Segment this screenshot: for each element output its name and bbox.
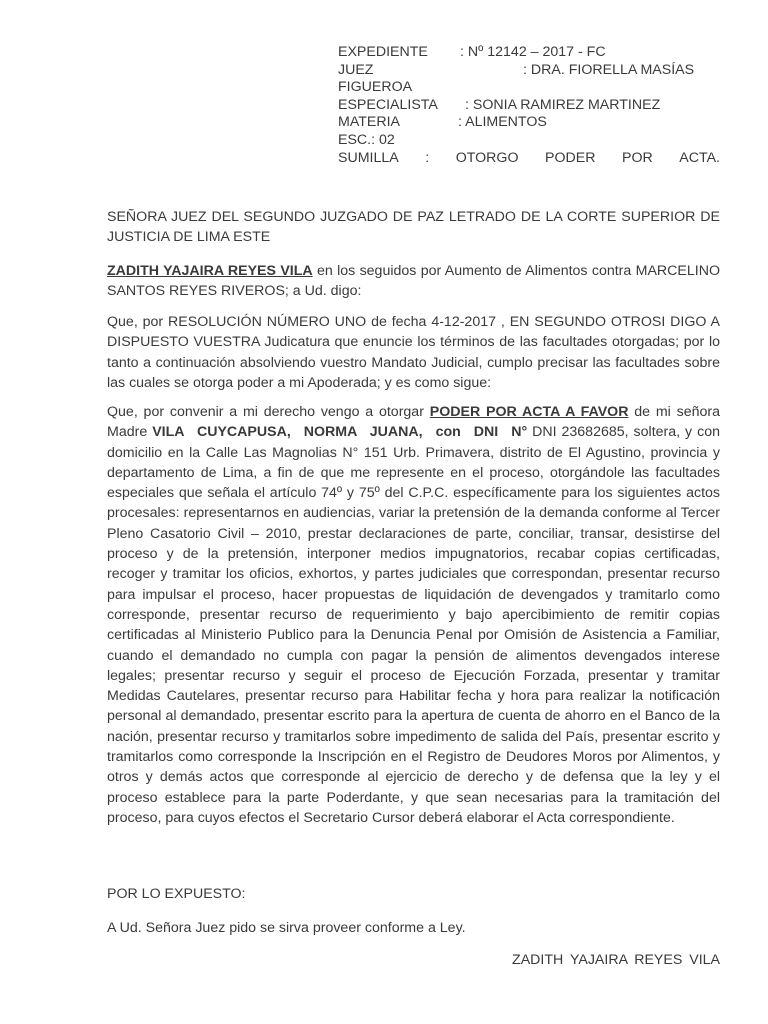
- poder-text-2: de mi señora Madre: [107, 404, 720, 441]
- especialista-label: ESPECIALISTA: [338, 96, 438, 113]
- poder-text-3: DNI 23682685, soltera, y con domicilio en la Calle Las Magnolias N° 151 Urb. Primavera, distrito de El Agustino, provincia y departamento de Lima, a fin de que me represente en el proceso, otorgándole las facultades especiales que señala el artículo 74º y 75º del C.P.C. específicamente para los siguientes actos procesales: representarnos en audiencias, variar la pretensión de la demanda conforme al Tercer Pleno Casatorio Civil – 2010, prestar declaraciones de parte, conciliar, transar, desistirse del proceso y de la pretensión, interponer medios impugnatorios, recabar copias certificadas, recoger y tramitar los oficios, exhortos, y partes judiciales que correspondan, presentar recurso para impulsar el proceso, hacer propuestas de liquidación de devengados y tramitarlo como corresponde, presentar recurso de requerimiento y bajo apercibimiento de remitir copias certificadas al Ministerio Publico para la Denuncia Penal por Omisión de Asistencia a Familiar, cuando el demandado no cumpla con pagar la pensión de alimentos devengados interese legales; presentar recurso y seguir el proceso de Ejecución Forzada, presentar y tramitar Medidas Cautelares, presentar recurso para Habilitar fecha y hora para realizar la notificación personal al demandado, presentar escrito para la apertura de cuenta de ahorro en el Banco de la nación, presentar recurso y tramitarlos sobre impedimento de salida del País, presentar escrito y tramitarlos como corresponde la Inscripción en el Registro de Deudores Moros por Alimentos, y otros y demás actos que corresponde al ejercicio de derecho y de defensa que la ley y el proceso establece para la parte Poderdante, y que sean necesarias para la tramitación del proceso, para cuyos efectos el Secretario Cursor deberá elaborar el Acta correspondiente.: [107, 424, 721, 826]
- poder-title: PODER POR ACTA A FAVOR: [429, 404, 629, 420]
- resolution-paragraph: [107, 312, 720, 393]
- poder-text-1: Que, por convenir a mi derecho vengo a otorgar: [107, 404, 430, 420]
- addressee: [107, 207, 720, 248]
- sumilla-row: [338, 150, 720, 168]
- mother-name: VILA CUYCAPUSA, NORMA JUANA, con DNI N°: [152, 424, 528, 441]
- por-lo-expuesto: [107, 884, 720, 904]
- case-header: [338, 44, 720, 167]
- intro-paragraph: [107, 261, 720, 302]
- expediente-row: [338, 44, 720, 62]
- por-lo-expuesto-text: POR LO EXPUESTO:: [107, 886, 246, 902]
- materia-label: MATERIA: [338, 114, 401, 131]
- sumilla-word: :: [425, 149, 430, 166]
- esc-row: [338, 132, 720, 150]
- sumilla-word: ACTA.: [679, 149, 720, 166]
- sumilla-word: PODER: [545, 149, 596, 166]
- juez-value: : DRA. FIORELLA MASÍAS: [523, 61, 695, 78]
- sumilla-word: POR: [622, 149, 653, 166]
- sumilla-word: OTORGO: [455, 149, 519, 166]
- intro-text: en los seguidos por Aumento de Alimentos contra MARCELINO SANTOS REYES RIVEROS; a Ud. digo:: [107, 263, 720, 300]
- juez-value-cont: FIGUEROA: [338, 79, 413, 96]
- materia-row: [338, 114, 720, 132]
- request-text: A Ud. Señora Juez pido se sirva proveer conforme a Ley.: [107, 920, 466, 936]
- sumilla-word: SUMILLA: [338, 149, 399, 166]
- juez-row-cont: [338, 79, 720, 97]
- expediente-label: EXPEDIENTE: [338, 44, 428, 60]
- especialista-row: [338, 97, 720, 115]
- addressee-text: SEÑORA JUEZ DEL SEGUNDO JUZGADO DE PAZ LETRADO DE LA CORTE SUPERIOR DE JUSTICIA DE LIMA ESTE: [107, 209, 720, 246]
- esc-value: ESC.: 02: [338, 131, 395, 148]
- expediente-value: : Nº 12142 – 2017 - FC: [460, 44, 606, 60]
- juez-row: [338, 62, 720, 80]
- materia-value: : ALIMENTOS: [458, 114, 547, 131]
- especialista-value: : SONIA RAMIREZ MARTINEZ: [465, 96, 661, 113]
- signature-name: ZADITH YAJAIRA REYES VILA: [512, 952, 720, 968]
- request-paragraph: [107, 918, 720, 938]
- poder-paragraph: [107, 402, 720, 828]
- petitioner-name: ZADITH YAJAIRA REYES VILA: [107, 263, 313, 279]
- resolution-text: Que, por RESOLUCIÓN NÚMERO UNO de fecha 4-12-2017 , EN SEGUNDO OTROSI DIGO A DISPUESTO VUESTRA Judicatura que enuncie los términos de las facultades otorgadas; por lo tanto a continuación absolviendo vuestro Mandato Judicial, cumplo precisar las facultades sobre las cuales se otorga poder a mi Apoderada; y es como sigue:: [107, 314, 720, 391]
- juez-label: JUEZ: [338, 61, 374, 78]
